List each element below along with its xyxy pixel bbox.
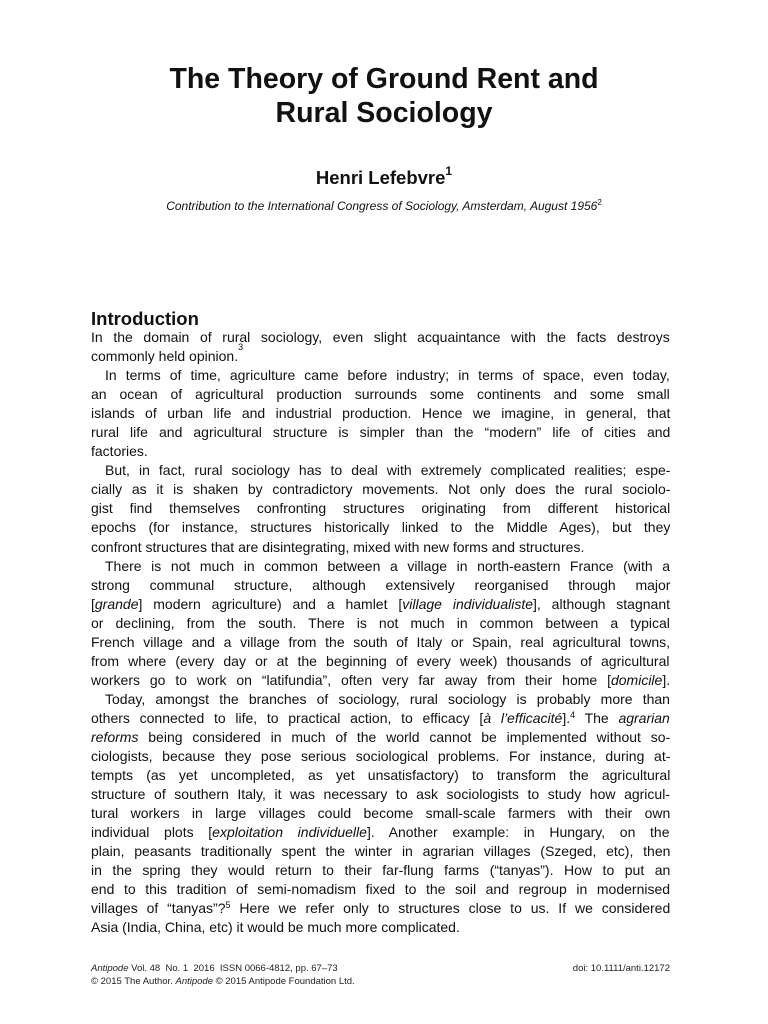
body-line (91, 385, 670, 404)
subtitle-text: Contribution to the International Congress of Sociology, Amsterdam, August 1956 (166, 199, 598, 213)
body-line (91, 652, 670, 671)
line-text (91, 728, 670, 747)
line-text: ciologists, because they pose serious sociological problems. For instance, during at- (91, 748, 671, 765)
copyright-journal-name: Antipode (175, 976, 213, 987)
copyright-foundation: © 2015 Antipode Foundation Ltd. (213, 976, 355, 987)
body-line (91, 518, 670, 537)
body-line (91, 576, 670, 595)
line-text (91, 595, 670, 614)
citation-details: Vol. 48 No. 1 2016 ISSN 0066-4812, pp. 67–73 (128, 963, 338, 974)
body-line (91, 366, 670, 385)
line-segment: Here we refer only to structures close to us. If we considered (230, 900, 671, 917)
article-title (0, 62, 768, 130)
author-name-text: Henri Lefebvre (315, 167, 446, 189)
line-segment: ]. (562, 709, 571, 726)
page-footer (91, 962, 670, 988)
line-segment: ] modern agriculture) and a hamlet [ (138, 595, 403, 612)
body-line (91, 709, 670, 728)
body-line (91, 823, 670, 842)
line-text: from where (every day or at the beginning of every week) thousands of agricultural (91, 652, 670, 669)
bracket: [ (91, 595, 95, 612)
body-line (91, 404, 670, 423)
line-segment: ], although stagnant (533, 595, 671, 612)
line-text (91, 671, 670, 690)
italic-term: exploitation individuelle (212, 824, 367, 841)
line-segment: others connected to life, to practical action, to efficacy [ (91, 709, 484, 726)
line-text: strong communal structure, although extensively reorganised through major (91, 576, 671, 593)
body-line (91, 342, 670, 366)
italic-term: grande (94, 595, 139, 612)
line-segment: being considered in much of the world cannot be implemented without so- (138, 728, 671, 745)
line-text: commonly held opinion. (91, 348, 239, 365)
article-subtitle (0, 194, 768, 215)
journal-citation (91, 962, 338, 975)
body-line (91, 480, 670, 499)
line-text: factories. (91, 443, 148, 460)
line-text: plain, peasants traditionally spent the winter in agrarian villages (Szeged, etc), then (91, 843, 671, 860)
title-line-2: Rural Sociology (275, 97, 493, 129)
line-text: confront structures that are disintegrating, mixed with new forms and structures. (91, 538, 585, 555)
body-line (91, 785, 670, 804)
footer-copyright-row (91, 975, 670, 988)
body-line (91, 328, 670, 347)
line-text: Asia (India, China, etc) it would be much more complicated. (91, 919, 460, 936)
italic-term: à l’efficacité (483, 709, 563, 726)
body-line (91, 538, 670, 557)
line-text: Today, amongst the branches of sociology, rural sociology is probably more than (105, 690, 670, 707)
line-text: In terms of time, agriculture came before industry; in terms of space, even today, (105, 367, 670, 384)
line-text: In the domain of rural sociology, even slight acquaintance with the facts destroys (91, 329, 670, 345)
footnote-marker[interactable]: 3 (238, 342, 244, 353)
line-segment: individual plots [ (91, 824, 213, 841)
line-text (91, 823, 670, 842)
line-text: in the spring they would return to their far-flung farms (“tanyas”). How to put an (91, 862, 671, 879)
line-segment: workers go to work on “latifundia”, often very far away from their home [ (91, 671, 611, 688)
body-line (91, 842, 670, 861)
line-text: French village and a village from the south of Italy or Spain, real agricultural towns, (91, 633, 671, 650)
line-text: But, in fact, rural sociology has to deal with extremely complicated realities; espe- (105, 462, 671, 479)
body-line (91, 766, 670, 785)
body-line (91, 861, 670, 880)
body-line (91, 918, 670, 937)
body-line (91, 633, 670, 652)
line-segment: ]. Another example: in Hungary, on the (366, 824, 670, 841)
journal-name: Antipode (91, 963, 129, 974)
line-text: islands of urban life and industrial production. Hence we imagine, in general, that (91, 405, 671, 422)
italic-term: domicile (610, 671, 663, 688)
body-line (91, 880, 670, 899)
body-line (91, 899, 670, 918)
line-text: There is not much in common between a village in north-eastern France (with a (105, 557, 671, 574)
line-text (91, 899, 670, 918)
body-line (91, 804, 670, 823)
line-text: or declining, from the south. There is not much in common between a typical (91, 614, 670, 631)
italic-term: reforms (91, 728, 139, 745)
line-text: tempts (as yet uncompleted, as yet unsatisfactory) to transform the agricultural (91, 767, 671, 784)
body-line (91, 690, 670, 709)
body-line (91, 461, 670, 480)
body-line (91, 423, 670, 442)
footnote-marker[interactable]: 5 (225, 900, 231, 911)
body-line (91, 747, 670, 766)
line-text (91, 709, 670, 728)
body-line (91, 728, 670, 747)
body-line (91, 499, 670, 518)
footer-citation-row (91, 962, 670, 975)
subtitle-footnote-marker[interactable]: 2 (597, 198, 602, 207)
line-text: tural workers in large villages could become small-scale farmers with their own (91, 805, 671, 822)
author-footnote-marker[interactable]: 1 (445, 164, 453, 178)
title-line-1: The Theory of Ground Rent and (169, 63, 599, 95)
article-body (91, 328, 670, 938)
section-heading-introduction: Introduction (91, 308, 199, 329)
author-name (0, 161, 768, 190)
doi-link[interactable]: doi: 10.1111/anti.12172 (572, 963, 670, 974)
line-text: structure of southern Italy, it was necessary to ask sociologists to study how agricul- (91, 786, 670, 803)
line-text: rural life and agricultural structure is simpler than the “modern” life of cities and (91, 424, 671, 441)
line-segment: villages of “tanyas”? (91, 900, 226, 917)
line-text: gist find themselves confronting structures originating from different historical (91, 500, 671, 517)
line-segment: The (575, 709, 619, 726)
italic-term: village individualiste (402, 595, 534, 612)
line-text: end to this tradition of semi-nomadism fixed to the soil and regroup in modernised (91, 881, 671, 898)
line-segment: ]. (662, 671, 671, 688)
line-text: epochs (for instance, structures historically linked to the Middle Ages), but they (91, 519, 671, 536)
copyright-notice (91, 975, 355, 988)
line-text: an ocean of agricultural production surrounds some continents and some small (91, 386, 670, 403)
copyright-author: © 2015 The Author. (91, 976, 176, 987)
body-line (91, 442, 670, 461)
line-text: cially as it is shaken by contradictory movements. Not only does the rural sociolo- (91, 481, 671, 498)
body-line (91, 557, 670, 576)
footnote-marker[interactable]: 4 (570, 709, 576, 720)
italic-term: agrarian (618, 709, 670, 726)
body-line (91, 614, 670, 633)
body-line (91, 671, 670, 690)
body-line (91, 595, 670, 614)
